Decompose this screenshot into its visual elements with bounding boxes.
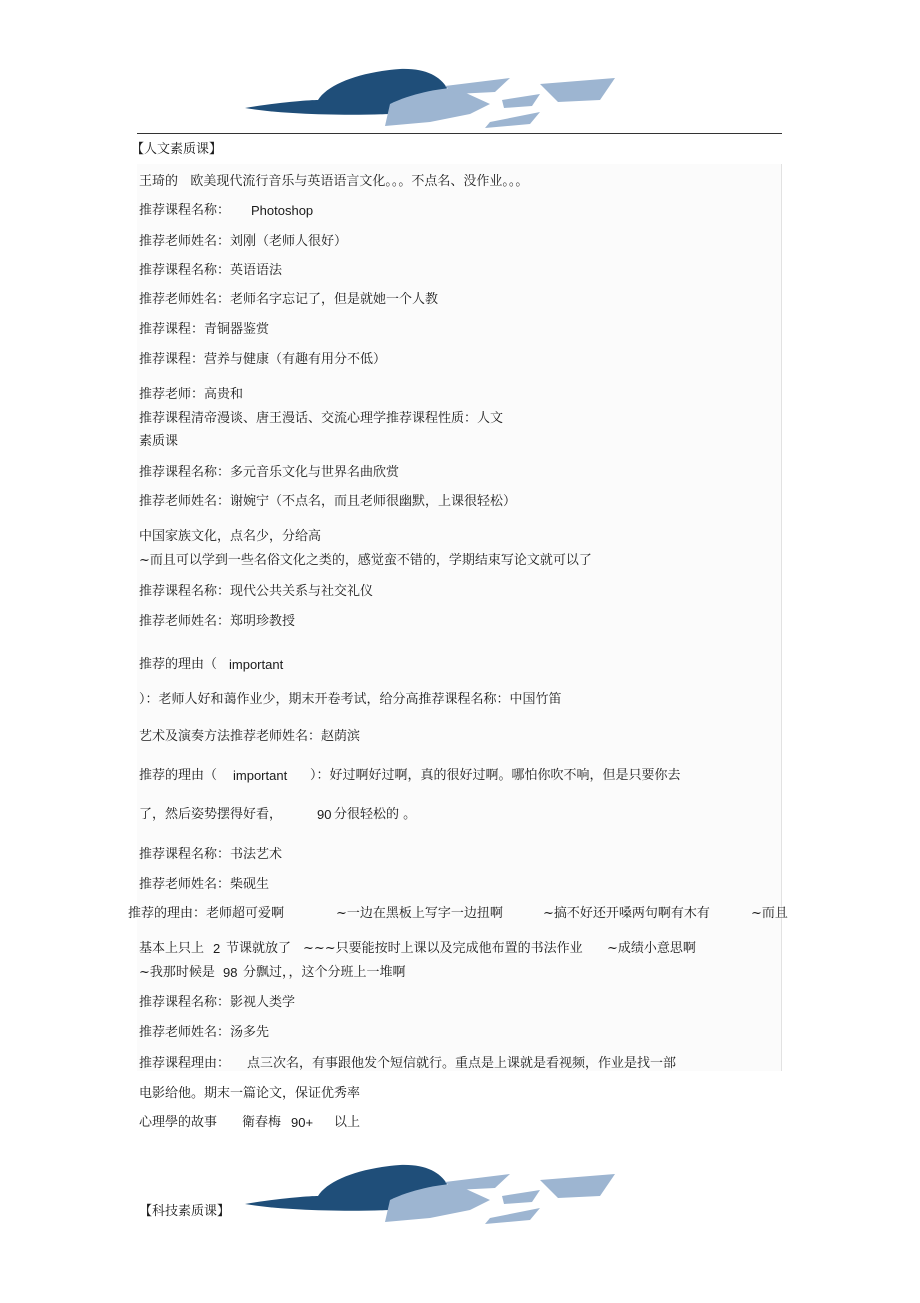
- line-26-c: 分飘过，，这个分班上一堆啊: [243, 965, 406, 980]
- line-25-a: 基本上只上: [139, 941, 205, 956]
- header-rule: [137, 133, 782, 134]
- line-19: 艺术及演奏方法推荐老师姓名：赵荫滨: [139, 729, 361, 744]
- line-24-d: ~而且: [751, 906, 788, 921]
- line-04: 推荐课程名称：英语语法: [139, 263, 283, 278]
- line-10: 素质课: [139, 434, 179, 449]
- line-11: 推荐课程名称：多元音乐文化与世界名曲欣赏: [139, 465, 400, 480]
- line-24-c: ~搞不好还开嗓两句啊有木有: [543, 906, 710, 921]
- line-25-c: 节课就放了: [226, 941, 292, 956]
- line-03: 推荐老师姓名：刘刚（老师人很好）: [139, 234, 348, 249]
- line-22: 推荐课程名称：书法艺术: [139, 847, 283, 862]
- line-21-score: 90: [317, 807, 332, 822]
- line-26-a: ~我那时候是: [139, 965, 215, 980]
- line-20-word: important: [233, 768, 288, 783]
- line-12: 推荐老师姓名：谢婉宁（不点名，而且老师很幽默，上课很轻松）: [139, 494, 517, 509]
- line-01: 王琦的 欧美现代流行音乐与英语语言文化。。。不点名、没作业。。。: [139, 174, 529, 189]
- line-24-a: 推荐的理由：老师超可爱啊: [128, 906, 285, 921]
- line-21-a: 了，然后姿势摆得好看，: [139, 807, 283, 822]
- line-09: 推荐课程清帝漫谈、唐王漫话、交流心理学推荐课程性质：人文: [139, 411, 504, 426]
- line-17-label: 推荐的理由（: [139, 657, 218, 672]
- line-15: 推荐课程名称：现代公共关系与社交礼仪: [139, 584, 374, 599]
- line-31-teacher: 衛春梅: [242, 1115, 282, 1130]
- line-29-label: 推荐课程理由：: [139, 1056, 231, 1071]
- line-31-score: 90+: [291, 1115, 314, 1130]
- line-30: 电影给他。期末一篇论文，保证优秀率: [139, 1086, 361, 1101]
- line-31-suffix: 以上: [334, 1115, 361, 1130]
- line-24-b: ~一边在黑板上写字一边扭啊: [336, 906, 503, 921]
- line-23: 推荐老师姓名：柴砚生: [139, 877, 270, 892]
- line-27: 推荐课程名称：影视人类学: [139, 995, 296, 1010]
- line-02-label: 推荐课程名称：: [139, 203, 231, 218]
- section-title-humanities: 【人文素质课】: [131, 142, 223, 157]
- line-16: 推荐老师姓名：郑明珍教授: [139, 614, 296, 629]
- line-25-num: 2: [213, 941, 221, 956]
- line-29-text: 点三次名，有事跟他发个短信就行。重点是上课就是看视频，作业是找一部: [247, 1056, 677, 1071]
- line-26-score: 98: [223, 965, 238, 980]
- line-21-c: 分很轻松的 。: [334, 807, 417, 822]
- line-20-label: 推荐的理由（: [139, 768, 218, 783]
- line-20-rest: ）：好过啊好过啊，真的很好过啊。哪怕你吹不响，但是只要你去: [310, 768, 681, 783]
- line-18: ）：老师人好和蔼作业少，期末开卷考试，给分高推荐课程名称：中国竹笛: [139, 692, 562, 707]
- line-02-value: Photoshop: [251, 203, 314, 218]
- line-06: 推荐课程：青铜器鉴赏: [139, 322, 270, 337]
- line-08: 推荐老师：高贵和: [139, 387, 244, 402]
- line-13: 中国家族文化，点名少，分给高: [139, 529, 322, 544]
- header-logo-graphic: [240, 64, 620, 132]
- line-31-course: 心理學的故事: [139, 1115, 218, 1130]
- footer-logo-graphic: [240, 1160, 620, 1228]
- line-07: 推荐课程：营养与健康（有趣有用分不低）: [139, 352, 387, 367]
- line-25-d: ~~~只要能按时上课以及完成他布置的书法作业: [303, 941, 583, 956]
- section-title-science: 【科技素质课】: [139, 1204, 231, 1219]
- line-28: 推荐老师姓名：汤多先: [139, 1025, 270, 1040]
- line-14: ~而且可以学到一些名俗文化之类的，感觉蛮不错的，学期结束写论文就可以了: [139, 553, 592, 568]
- line-25-e: ~成绩小意思啊: [607, 941, 696, 956]
- line-05: 推荐老师姓名：老师名字忘记了，但是就她一个人教: [139, 292, 439, 307]
- line-17-word: important: [229, 657, 284, 672]
